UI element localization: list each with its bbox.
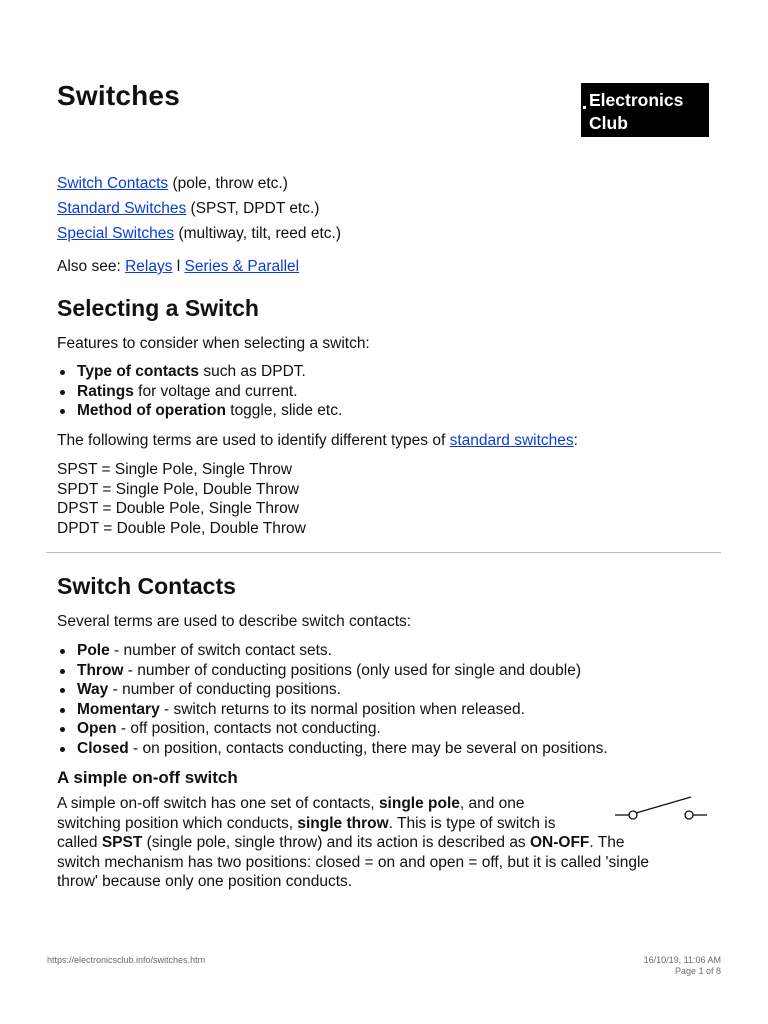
definition-line: DPST = Double Pole, Single Throw [57, 500, 299, 517]
definition-line: DPDT = Double Pole, Double Throw [57, 519, 306, 537]
selecting-intro: Features to consider when selecting a switch: [57, 335, 370, 352]
paragraph-line: A simple on-off switch has one set of contacts, single pole, and one [57, 795, 525, 812]
standard-switches-link[interactable]: Standard Switches [57, 200, 187, 217]
logo-line-1: Electronics [589, 90, 684, 110]
list-item: Closed - on position, contacts conducting, there may be several on positions. [57, 739, 608, 759]
selecting-bullets [57, 362, 342, 421]
also-see-row: Also see: Relays l Series & Parallel [57, 258, 300, 275]
nav-link-row: Switch Contacts (pole, throw etc.) [57, 175, 288, 192]
simple-switch-paragraph [57, 794, 707, 892]
section-divider [46, 552, 721, 553]
special-switches-link[interactable]: Special Switches [57, 225, 175, 242]
footer-datetime: 16/10/19, 11:06 AM [643, 955, 721, 965]
list-item: Throw - number of conducting positions (only used for single and double) [57, 661, 608, 681]
paragraph-line: called SPST (single pole, single throw) and its action is described as ON-OFF. The [57, 834, 625, 851]
electronics-club-logo[interactable] [581, 83, 709, 137]
nav-link-row: Special Switches (multiway, tilt, reed etc.) [57, 225, 341, 242]
list-item: Type of contacts such as DPDT. [57, 362, 342, 382]
switch-contacts-link[interactable]: Switch Contacts [57, 175, 169, 192]
list-item: Ratings for voltage and current. [57, 382, 342, 402]
paragraph-line: throw' because only one position conducts. [57, 873, 353, 890]
nav-link-row: Standard Switches (SPST, DPDT etc.) [57, 200, 320, 217]
series-parallel-link[interactable]: Series & Parallel [184, 258, 300, 275]
contacts-heading: Switch Contacts [57, 573, 236, 599]
list-item: Way - number of conducting positions. [57, 680, 608, 700]
contacts-bullets [57, 641, 608, 758]
paragraph-line: switching position which conducts, single throw. This is type of switch is [57, 814, 556, 832]
footer-page-number: Page 1 of 8 [674, 966, 721, 976]
list-item: Momentary - switch returns to its normal position when released. [57, 700, 608, 720]
footer-meta [644, 955, 721, 977]
page-title: Switches [57, 80, 180, 111]
relays-link[interactable]: Relays [125, 258, 173, 275]
standard-switches-inline-link[interactable]: standard switches [449, 432, 574, 449]
spst-switch-symbol-icon [611, 793, 711, 825]
list-item: Method of operation toggle, slide etc. [57, 401, 342, 421]
list-item: Open - off position, contacts not conducting. [57, 719, 608, 739]
section-links [57, 174, 341, 249]
definition-line: SPDT = Single Pole, Double Throw [57, 480, 299, 498]
list-item: Pole - number of switch contact sets. [57, 641, 608, 661]
terms-line: The following terms are used to identify different types of standard switches: [57, 432, 578, 449]
selecting-heading: Selecting a Switch [57, 295, 259, 321]
paragraph-line: switch mechanism has two positions: closed = on and open = off, but it is called 'single [57, 853, 650, 871]
simple-switch-heading: A simple on-off switch [57, 768, 238, 787]
definitions-list [57, 460, 306, 538]
definition-line: SPST = Single Pole, Single Throw [57, 461, 293, 478]
contacts-intro: Several terms are used to describe switch contacts: [57, 613, 412, 630]
logo-line-2: Club [589, 113, 628, 133]
footer-url: https://electronicsclub.info/switches.htm [47, 955, 206, 965]
